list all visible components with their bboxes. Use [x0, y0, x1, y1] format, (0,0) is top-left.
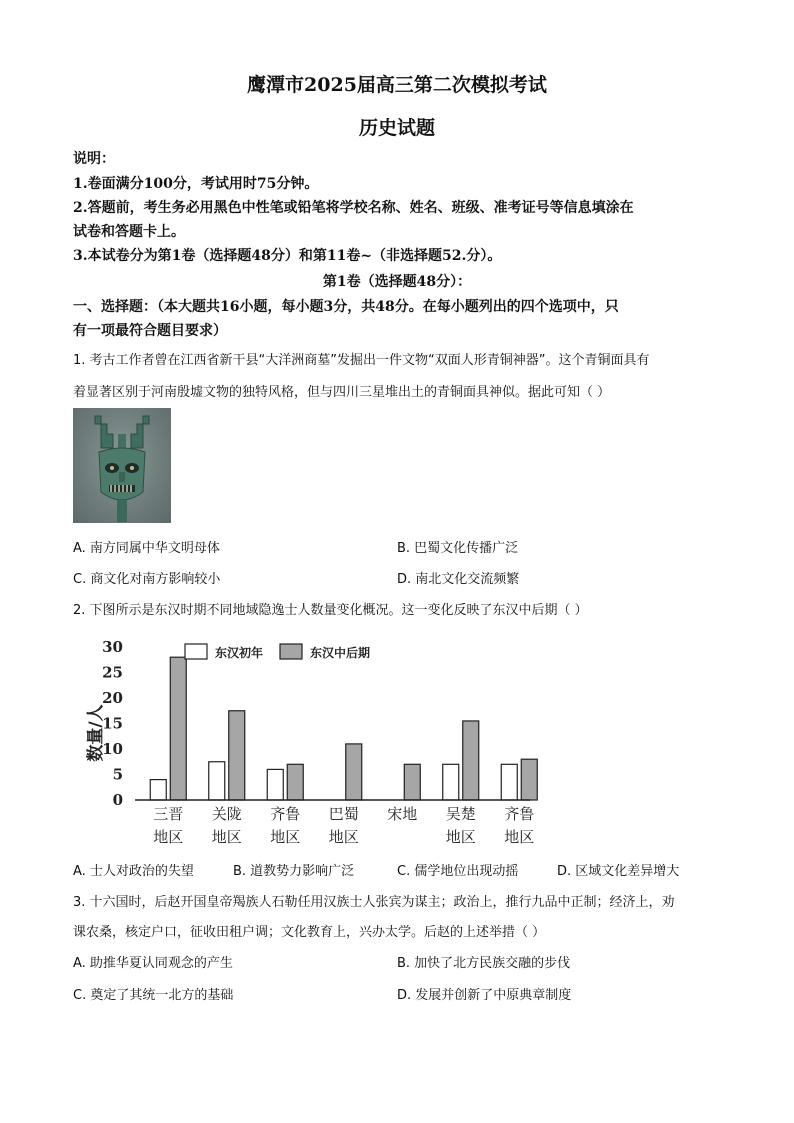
question-2-option-c[interactable]: C. 儒学地位出现动摇: [397, 864, 519, 879]
bar-late-6: [521, 759, 537, 800]
bronze-mask-photo: [73, 408, 171, 523]
note-item: 2.答题前，考生务必用黑色中性笔或铅笔将学校名称、姓名、班级、准考证号等信息填涂在: [73, 200, 634, 216]
note-item: 3.本试卷分为第1卷（选择题48分）和第11卷~（非选择题52.分）。: [73, 248, 502, 264]
question-3-option-d[interactable]: D. 发展并创新了中原典章制度: [397, 988, 572, 1003]
x-tick-label: 地区: [270, 828, 301, 846]
question-1-option-c[interactable]: C. 商文化对南方影响较小: [73, 572, 221, 587]
x-tick-label: 地区: [445, 828, 476, 846]
y-tick-label: 5: [112, 765, 123, 784]
question-3-line2: 课农桑，核定户口，征收田租户调；文化教育上，兴办太学。后赵的上述举措（ ）: [73, 925, 546, 940]
question-1-option-d[interactable]: D. 南北文化交流频繁: [397, 572, 520, 587]
question-1-option-a[interactable]: A. 南方同属中华文明母体: [73, 541, 220, 556]
question-1-option-b[interactable]: B. 巴蜀文化传播广泛: [397, 541, 519, 556]
question-2-option-a[interactable]: A. 士人对政治的失望: [73, 864, 194, 879]
question-3-option-b[interactable]: B. 加快了北方民族交融的步伐: [397, 956, 571, 971]
legend-swatch: [185, 644, 207, 659]
x-tick-label: 地区: [328, 828, 359, 846]
question-1-line2: 着显著区别于河南殷墟文物的独特风格，但与四川三星堆出土的青铜面具神似。据此可知（ ）: [73, 385, 611, 400]
x-tick-label: 关陇: [211, 805, 242, 823]
y-tick-label: 0: [112, 791, 123, 809]
exam-subtitle: 历史试题: [358, 117, 435, 139]
notes-heading: 说明：: [73, 151, 115, 167]
bar-early-0: [150, 780, 166, 800]
question-2-option-b[interactable]: B. 道教势力影响广泛: [233, 864, 355, 879]
question-3-line1: 3. 十六国时，后赵开国皇帝羯族人石勒任用汉族士人张宾为谋主；政治上，推行九品中正制；经济上，劝: [73, 895, 675, 910]
y-tick-label: 15: [102, 714, 123, 733]
note-item: 1.卷面满分100分，考试用时75分钟。: [73, 176, 319, 192]
question-3-option-a[interactable]: A. 助推华夏认同观念的产生: [73, 956, 233, 971]
exam-title: 鹰潭市2025届高三第二次模拟考试: [247, 74, 547, 96]
x-tick-label: 地区: [153, 828, 184, 846]
note-item: 试卷和答题卡上。: [73, 224, 185, 240]
x-tick-label: 宋地: [387, 805, 418, 823]
question-1-line1: 1. 考古工作者曾在江西省新干县“大洋洲商墓”发掘出一件文物“双面人形青铜神器”。这个青铜面具有: [73, 353, 650, 368]
bar-early-6: [501, 764, 517, 800]
question-2-line1: 2. 下图所示是东汉时期不同地域隐逸士人数量变化概况。这一变化反映了东汉中后期（ ）: [73, 603, 588, 618]
part1-heading: 第1卷（选择题48分）：: [322, 274, 472, 290]
x-tick-label: 地区: [211, 828, 242, 846]
bar-late-5: [463, 721, 479, 800]
y-axis-label: 数量/人: [86, 704, 106, 762]
hermit-scholars-bar-chart: [75, 630, 545, 850]
y-tick-label: 25: [102, 663, 123, 682]
bar-early-5: [443, 764, 459, 800]
bar-late-0: [170, 657, 186, 800]
x-tick-label: 三晋: [153, 805, 184, 823]
x-tick-label: 地区: [504, 828, 535, 846]
bronze-mask-icon: [73, 408, 171, 523]
x-tick-label: 吴楚: [445, 805, 476, 823]
x-tick-label: 巴蜀: [328, 805, 359, 823]
legend-label: 东汉中后期: [310, 646, 371, 660]
bar-late-1: [229, 711, 245, 800]
question-3-option-c[interactable]: C. 奠定了其统一北方的基础: [73, 988, 234, 1003]
section-instruction-line2: 有一项最符合题目要求）: [73, 323, 227, 339]
x-tick-label: 齐鲁: [504, 805, 535, 823]
bar-early-2: [267, 769, 283, 800]
x-tick-label: 齐鲁: [270, 805, 301, 823]
bar-early-1: [209, 762, 225, 800]
question-2-option-d[interactable]: D. 区域文化差异增大: [557, 864, 680, 879]
legend-swatch: [280, 644, 302, 659]
section-instruction-line1: 一、选择题：（本大题共16小题，每小题3分，共48分。在每小题列出的四个选项中，只: [73, 299, 619, 315]
y-tick-label: 30: [102, 638, 123, 656]
bar-late-3: [346, 744, 362, 800]
bar-late-2: [287, 764, 303, 800]
y-tick-label: 10: [102, 740, 123, 758]
y-tick-label: 20: [102, 689, 123, 707]
legend-label: 东汉初年: [215, 646, 264, 660]
bar-late-4: [404, 764, 420, 800]
